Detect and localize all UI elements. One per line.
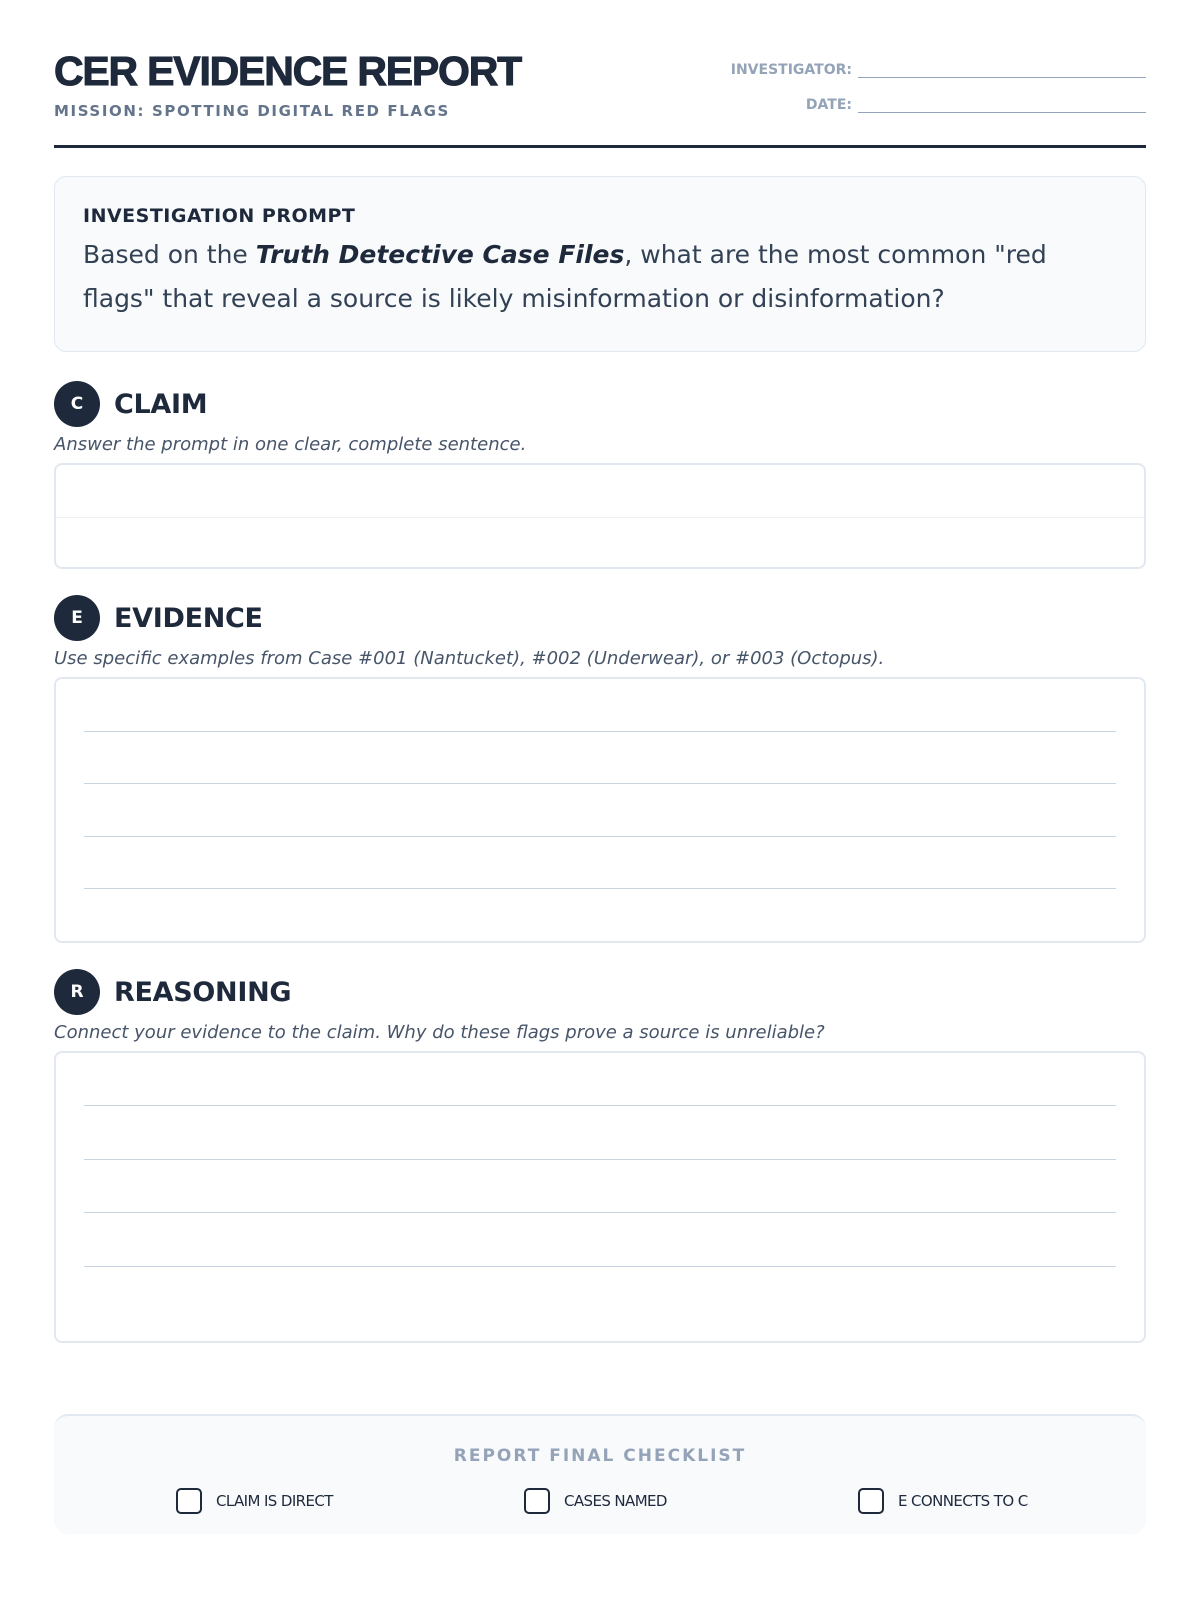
reasoning-header	[54, 968, 1146, 1016]
evidence-rule	[84, 888, 1116, 889]
checklist-item-label: CASES NAMED	[564, 1492, 667, 1510]
reasoning-rule	[84, 1159, 1116, 1160]
reasoning-rule	[84, 1266, 1116, 1267]
reasoning-rule	[84, 1212, 1116, 1213]
investigator-row	[726, 62, 1146, 78]
date-label: DATE:	[805, 97, 852, 113]
evidence-badge: E	[54, 595, 100, 641]
reasoning-hint: Connect your evidence to the claim. Why do these flags prove a source is unreliable?	[54, 1022, 825, 1043]
reasoning-section	[54, 968, 1146, 1343]
evidence-rule	[84, 836, 1116, 837]
checklist-title: REPORT FINAL CHECKLIST	[453, 1446, 747, 1466]
prompt-text-emphasis: Truth Detective Case Files	[255, 240, 625, 269]
reasoning-rule	[84, 1105, 1116, 1106]
page-title: CER EVIDENCE REPORT	[54, 48, 521, 94]
checkbox[interactable]	[858, 1488, 884, 1514]
claim-section	[54, 380, 1146, 569]
date-field[interactable]	[858, 99, 1146, 113]
claim-answer-box[interactable]	[54, 463, 1146, 569]
evidence-title: EVIDENCE	[114, 602, 263, 634]
checklist-item-label: E CONNECTS TO C	[898, 1492, 1028, 1510]
prompt-text-before: Based on the	[83, 240, 256, 269]
claim-hint: Answer the prompt in one clear, complete sentence.	[54, 434, 527, 455]
report-header	[54, 0, 1146, 148]
prompt-text	[83, 233, 1117, 321]
checklist-item-label: CLAIM IS DIRECT	[216, 1492, 333, 1510]
investigation-prompt-box	[54, 176, 1146, 352]
prompt-text-after: , what are the most common "red flags" that reveal a source is likely misinformation or disinformation?	[83, 240, 1047, 313]
claim-header	[54, 380, 1146, 428]
reasoning-answer-box[interactable]	[54, 1051, 1146, 1343]
reasoning-title: REASONING	[114, 976, 292, 1008]
checkbox[interactable]	[524, 1488, 550, 1514]
evidence-hint: Use specific examples from Case #001 (Nantucket), #002 (Underwear), or #003 (Octopus).	[54, 648, 885, 669]
checklist-item-e-connects-to-c[interactable]	[858, 1488, 1028, 1514]
evidence-rule	[84, 783, 1116, 784]
checklist-item-claim-is-direct[interactable]	[176, 1488, 333, 1514]
evidence-section	[54, 594, 1146, 943]
prompt-heading: INVESTIGATION PROMPT	[83, 205, 356, 227]
evidence-header	[54, 594, 1146, 642]
date-row	[726, 97, 1146, 113]
checkbox[interactable]	[176, 1488, 202, 1514]
reasoning-badge: R	[54, 969, 100, 1015]
claim-title: CLAIM	[114, 388, 208, 420]
mission-subtitle: MISSION: SPOTTING DIGITAL RED FLAGS	[54, 102, 450, 120]
checklist-item-cases-named[interactable]	[524, 1488, 667, 1514]
cer-report-page	[54, 0, 1146, 1510]
investigator-field[interactable]	[858, 64, 1146, 78]
evidence-rule	[84, 731, 1116, 732]
evidence-answer-box[interactable]	[54, 677, 1146, 943]
claim-rule	[56, 517, 1144, 518]
final-checklist	[54, 1414, 1146, 1534]
claim-badge: C	[54, 381, 100, 427]
investigator-label: INVESTIGATOR:	[730, 62, 852, 78]
